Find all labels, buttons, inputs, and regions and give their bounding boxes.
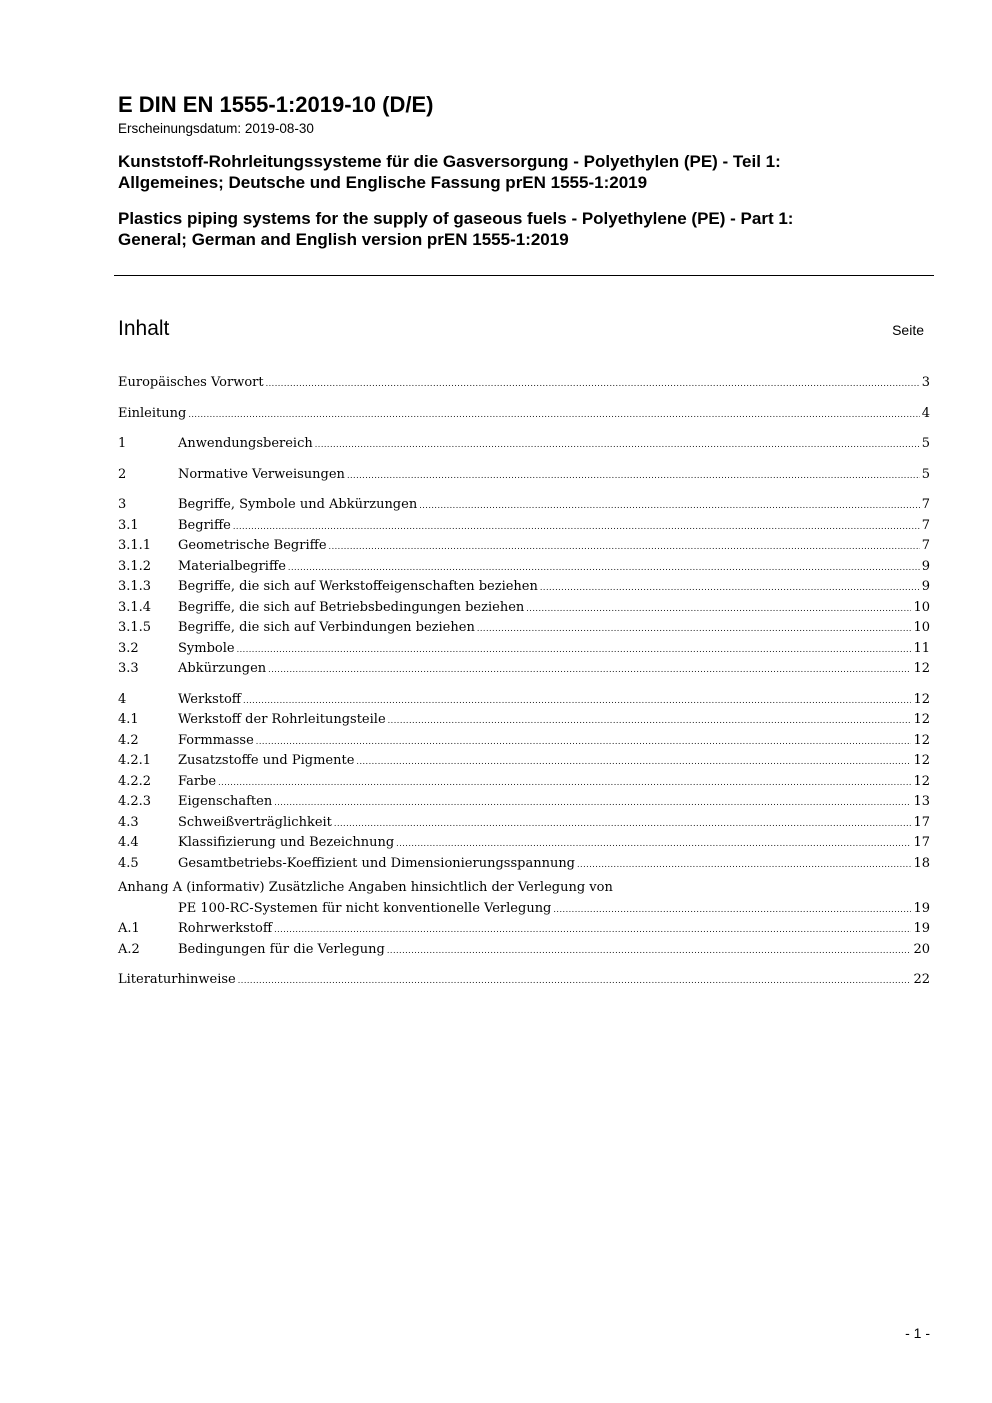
toc-leader (329, 536, 920, 558)
toc-entry[interactable] (118, 792, 930, 813)
toc-entry-text: Begriffe, die sich auf Betriebsbedingungen beziehen (178, 599, 525, 615)
toc-entry-text: Schweißverträglichkeit (178, 814, 332, 830)
toc-entry[interactable] (118, 536, 930, 557)
toc-entry[interactable] (118, 833, 930, 854)
toc-entry-number: A.2 (118, 941, 140, 957)
toc-page-label: Seite (892, 322, 924, 338)
toc-leader (274, 919, 911, 941)
toc-leader (256, 731, 912, 753)
toc-entry-page: 17 (913, 835, 930, 850)
toc-entry[interactable] (118, 970, 930, 991)
german-title-line-2: Allgemeines; Deutsche und Englische Fassung prEN 1555-1:2019 (118, 173, 648, 192)
toc-leader (540, 577, 920, 599)
toc-entry-number: 3.2 (118, 640, 139, 656)
toc-leader (243, 690, 911, 712)
toc-entry-page: 11 (913, 640, 930, 656)
toc-leader (419, 495, 920, 517)
toc-entry-number: 3.1.2 (118, 558, 152, 574)
toc-entry-text: Farbe (178, 773, 217, 789)
toc-entry-text: Abkürzungen (178, 661, 267, 676)
document-header (118, 92, 934, 250)
document-id: E DIN EN 1555-1:2019-10 (D/E) (118, 92, 434, 117)
toc-entry[interactable] (118, 731, 930, 752)
toc-entry-page: 10 (913, 599, 930, 615)
toc-leader (315, 434, 920, 456)
toc-leader (233, 516, 920, 538)
publication-date: Erscheinungsdatum: 2019-08-30 (118, 121, 314, 136)
toc-entry-text: Werkstoff der Rohrleitungsteile (178, 712, 386, 727)
toc-entry-text: Werkstoff (178, 691, 242, 707)
toc-entry-page: 12 (913, 773, 930, 789)
toc-entry-number: A.1 (118, 921, 140, 936)
toc-entry-text: Eigenschaften (178, 794, 273, 809)
toc-entry-number: 4 (118, 691, 127, 707)
toc-entry[interactable] (118, 639, 930, 660)
toc-entry-number: 3.1.4 (118, 599, 152, 615)
toc-entry-text: Einleitung (118, 405, 187, 421)
toc-entry-text: Symbole (178, 640, 235, 656)
toc-leader (334, 813, 912, 835)
english-title (118, 208, 934, 250)
english-title-line-2: General; German and English version prEN 1555-1:2019 (118, 230, 569, 249)
toc-entry-page: 13 (913, 794, 930, 809)
toc-entry[interactable] (118, 495, 930, 516)
toc-entry-number: 3.1 (118, 517, 139, 533)
toc-entry-text: Klassifizierung und Bezeichnung (178, 835, 395, 850)
toc-entry-page: 19 (913, 921, 930, 936)
toc-heading: Inhalt (118, 317, 170, 340)
toc-entry-number: 4.1 (118, 712, 139, 727)
toc-entry-number: 4.2.2 (118, 773, 152, 789)
toc-entry-page: 12 (913, 661, 930, 676)
toc-entry-page: 12 (913, 732, 930, 748)
toc-entry[interactable] (118, 557, 930, 578)
toc-entry[interactable] (118, 373, 930, 394)
toc-entry-text: Anwendungsbereich (178, 436, 313, 451)
toc-entry-page: 5 (921, 466, 930, 482)
toc-entry-number: 1 (118, 436, 127, 451)
table-of-contents (118, 373, 930, 991)
toc-entry-text: Zusatzstoffe und Pigmente (178, 753, 355, 768)
toc-entry[interactable] (118, 434, 930, 455)
toc-entry-text: Formmasse (178, 732, 254, 748)
toc-entry-page: 7 (921, 538, 930, 553)
toc-leader (288, 557, 920, 579)
toc-entry-page: 12 (913, 753, 930, 768)
toc-leader (238, 970, 912, 992)
toc-entry[interactable] (118, 465, 930, 486)
toc-entry-text: Geometrische Begriffe (178, 538, 327, 553)
toc-entry-page: 12 (913, 712, 930, 727)
toc-entry[interactable] (118, 577, 930, 598)
toc-entry-page: 7 (921, 497, 930, 512)
toc-leader (274, 792, 911, 814)
toc-entry-number: 3.1.5 (118, 620, 152, 635)
toc-leader (356, 751, 911, 773)
toc-entry-page: 3 (921, 375, 930, 390)
toc-entry-number: 4.3 (118, 814, 139, 830)
toc-leader (237, 639, 912, 661)
toc-entry[interactable] (118, 813, 930, 834)
toc-entry-number: 3 (118, 497, 127, 512)
toc-leader (526, 598, 911, 620)
toc-entry-page: 9 (921, 558, 930, 574)
toc-entry-text: PE 100-RC-Systemen für nicht konventionelle Verlegung (178, 900, 552, 916)
toc-entry-page: 17 (913, 814, 930, 830)
toc-entry-number: 4.2.3 (118, 794, 152, 809)
toc-entry[interactable] (118, 659, 930, 680)
toc-entry[interactable] (118, 854, 930, 875)
toc-leader (553, 899, 911, 921)
toc-entry-page: 5 (921, 436, 930, 451)
toc-leader (477, 618, 912, 640)
page-number: - 1 - (905, 1325, 930, 1341)
toc-entry[interactable] (118, 940, 930, 961)
toc-leader (387, 940, 912, 962)
toc-entry-text: Begriffe, die sich auf Werkstoffeigenschaften beziehen (178, 579, 538, 594)
toc-entry[interactable] (118, 772, 930, 793)
toc-entry-text: Bedingungen für die Verlegung (178, 941, 385, 957)
toc-leader (218, 772, 911, 794)
toc-entry-number: 4.5 (118, 855, 139, 871)
toc-entry-number: 2 (118, 466, 127, 482)
toc-leader (388, 710, 912, 732)
german-title (118, 151, 934, 193)
toc-entry-number: 4.2.1 (118, 753, 152, 768)
toc-entry-text: Begriffe, die sich auf Verbindungen beziehen (178, 620, 475, 635)
toc-entry-number: 4.2 (118, 732, 139, 748)
toc-leader (188, 404, 919, 426)
toc-entry-number: 4.4 (118, 835, 139, 850)
toc-entry[interactable] (118, 690, 930, 711)
toc-entry-page: 18 (913, 855, 930, 871)
toc-entry[interactable] (118, 919, 930, 940)
toc-leader (577, 854, 911, 876)
toc-entry-page: 22 (913, 972, 930, 987)
toc-entry[interactable] (118, 404, 930, 425)
toc-leader (396, 833, 911, 855)
toc-entry-text: Begriffe, Symbole und Abkürzungen (178, 497, 418, 512)
german-title-line-1: Kunststoff-Rohrleitungssysteme für die Gasversorgung - Polyethylen (PE) - Teil 1: (118, 152, 781, 171)
toc-entry-text: Anhang A (informativ) Zusätzliche Angaben hinsichtlich der Verlegung von (118, 880, 613, 895)
toc-entry-text: Normative Verweisungen (178, 466, 345, 482)
toc-entry[interactable] (118, 598, 930, 619)
toc-entry-text: Materialbegriffe (178, 558, 286, 574)
english-title-line-1: Plastics piping systems for the supply of gaseous fuels - Polyethylene (PE) - Part 1: (118, 209, 794, 228)
toc-entry-page: 9 (921, 579, 930, 594)
toc-entry[interactable] (118, 899, 930, 920)
toc-entry[interactable] (118, 618, 930, 639)
toc-entry-page: 19 (913, 900, 930, 916)
toc-entry-text: Rohrwerkstoff (178, 921, 273, 936)
toc-entry-page: 10 (913, 620, 930, 635)
toc-entry-text: Literaturhinweise (118, 972, 236, 987)
toc-entry-page: 4 (921, 405, 930, 421)
toc-entry-page: 7 (921, 517, 930, 533)
toc-entry[interactable] (118, 751, 930, 772)
toc-entry-text: Begriffe (178, 517, 231, 533)
toc-entry-page: 12 (913, 691, 930, 707)
toc-entry[interactable] (118, 710, 930, 731)
toc-entry-page: 20 (913, 941, 930, 957)
toc-entry-text: Europäisches Vorwort (118, 375, 264, 390)
toc-leader (268, 659, 911, 681)
toc-entry-number: 3.3 (118, 661, 139, 676)
header-divider (114, 275, 934, 276)
toc-entry-annex-heading[interactable] (118, 878, 930, 899)
toc-entry[interactable] (118, 516, 930, 537)
toc-entry-text: Gesamtbetriebs-Koeffizient und Dimensionierungsspannung (178, 855, 576, 871)
toc-entry-number: 3.1.1 (118, 538, 152, 553)
toc-leader (347, 465, 920, 487)
toc-entry-number: 3.1.3 (118, 579, 152, 594)
toc-leader (266, 373, 920, 395)
